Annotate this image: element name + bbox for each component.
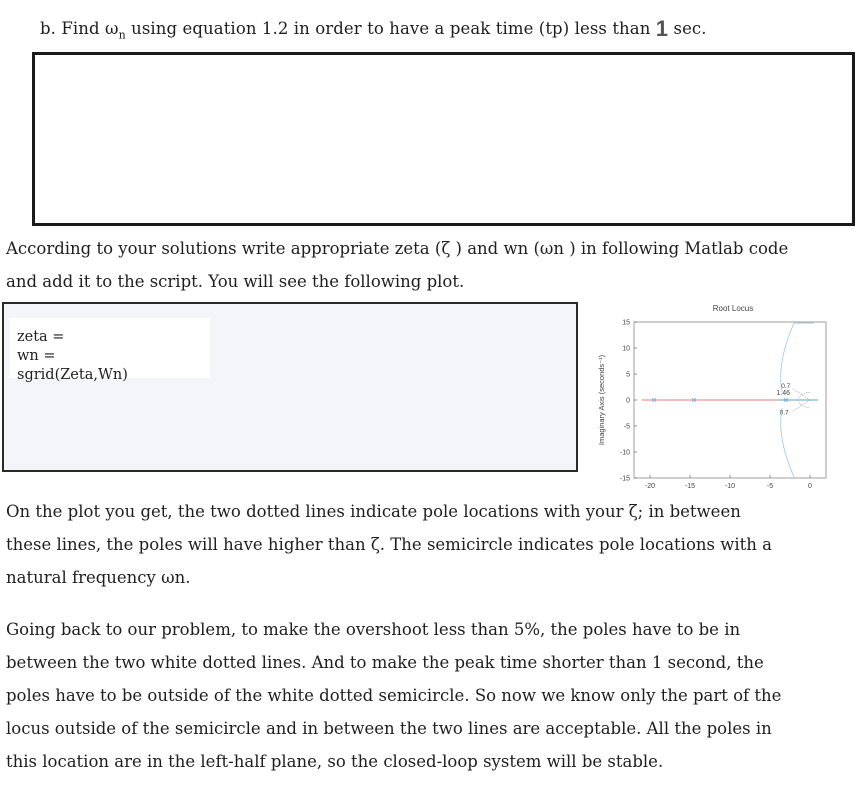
question-subscript: n: [118, 28, 126, 42]
conclusion-paragraph: [6, 613, 834, 778]
y-tick-label: 0: [626, 397, 630, 405]
y-tick-label: -10: [619, 449, 630, 457]
paragraph2-line-2: these lines, the poles will have higher than ζ. The semicircle indicates pole locations with a: [6, 535, 772, 554]
x-tick-label: -10: [724, 483, 736, 490]
y-tick-label: -5: [623, 423, 630, 431]
matlab-code-box: [2, 302, 578, 472]
matlab-code: [17, 328, 128, 385]
instructions-line-2: and add it to the script. You will see the following plot.: [6, 272, 465, 291]
paragraph2-line-3: natural frequency ωn.: [6, 568, 191, 587]
plot-explanation-paragraph: [6, 495, 834, 594]
instructions-line-1: According to your solutions write appropriate zeta (ζ ) and wn (ωn ) in following Matlab code: [6, 239, 789, 258]
annotation-zeta-lower: 0.7: [779, 409, 789, 417]
x-tick-label: -15: [684, 483, 696, 490]
answer-box[interactable]: [32, 52, 855, 226]
annotation-zeta-upper: 0.7: [781, 383, 791, 391]
code-wn-line: wn =: [17, 348, 56, 364]
paragraph3-line-1: Going back to our problem, to make the overshoot less than 5%, the poles have to be in: [6, 620, 741, 639]
paragraph3-line-4: locus outside of the semicircle and in between the two lines are acceptable. All the poles in: [6, 719, 772, 738]
x-tick-label: -20: [644, 483, 656, 490]
handwritten-value: 1: [655, 16, 669, 41]
code-zeta-line: zeta =: [17, 329, 65, 345]
paragraph3-line-5: this location are in the left-half plane, so the closed-loop system will be stable.: [6, 752, 664, 771]
code-sgrid-line: sgrid(Zeta,Wn): [17, 367, 128, 383]
root-locus-plot: [590, 300, 840, 494]
y-tick-label: 5: [626, 371, 630, 379]
instructions-paragraph: [6, 232, 834, 298]
y-tick-label: 15: [622, 319, 630, 327]
paragraph3-line-2: between the two white dotted lines. And to make the peak time shorter than 1 second, the: [6, 653, 764, 672]
paragraph2-line-1: On the plot you get, the two dotted lines indicate pole locations with your ζ; in between: [6, 502, 741, 521]
question-suffix: using equation 1.2 in order to have a peak time (tp) less than: [125, 19, 656, 38]
chart-ylabel: Imaginary Axis (seconds⁻¹): [597, 354, 606, 446]
x-tick-label: -5: [766, 483, 774, 490]
root-locus-svg: [590, 300, 840, 494]
question-b: [40, 16, 707, 42]
y-tick-label: -15: [619, 475, 630, 483]
question-unit: sec.: [673, 19, 707, 38]
paragraph3-line-3: poles have to be outside of the white dotted semicircle. So now we know only the part of the: [6, 686, 782, 705]
annotation-wn: 1.46: [776, 389, 791, 397]
y-tick-label: 10: [622, 345, 630, 353]
x-tick-label: 0: [808, 483, 812, 490]
question-prefix: b. Find ω: [40, 19, 119, 38]
chart-title: Root Locus: [712, 304, 754, 313]
